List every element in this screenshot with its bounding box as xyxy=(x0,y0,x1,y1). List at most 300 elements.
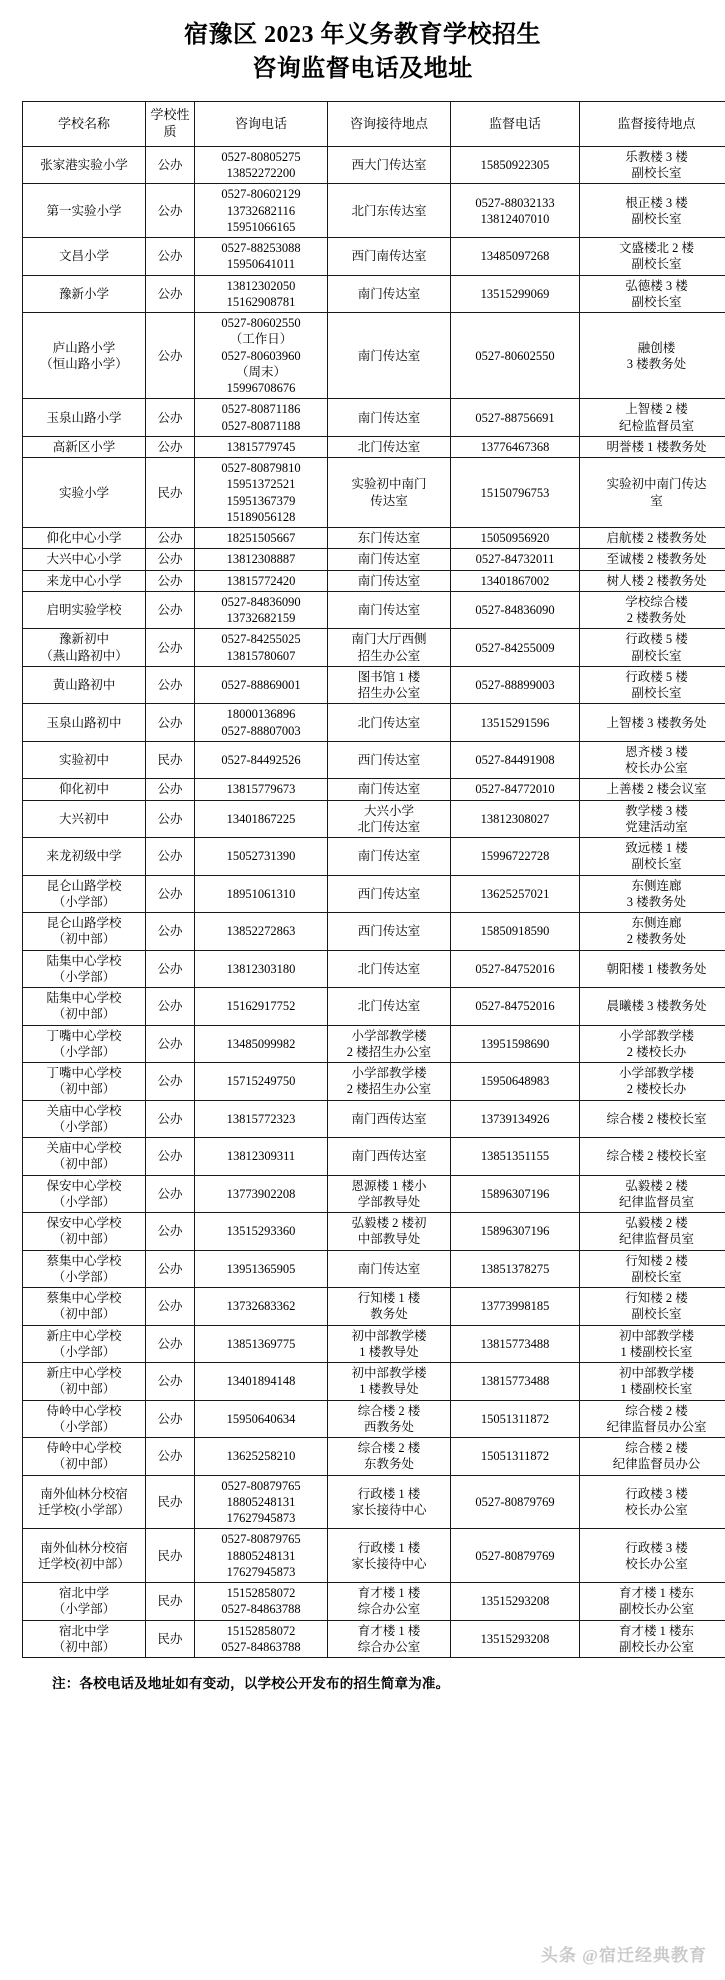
cell-consult-phone xyxy=(195,591,328,629)
cell-supervise-phone-line: 13401867002 xyxy=(480,573,550,588)
cell-supervise-address-line: 校长办公室 xyxy=(625,1556,688,1571)
cell-consult-address xyxy=(328,1288,451,1326)
cell-consult-phone xyxy=(195,629,328,667)
cell-consult-address xyxy=(328,988,451,1026)
cell-consult-address-line: 小学部教学楼 xyxy=(351,1028,427,1043)
cell-supervise-address-line: 党建活动室 xyxy=(625,819,688,834)
cell-consult-phone xyxy=(195,1620,328,1658)
cell-consult-address xyxy=(328,146,451,184)
cell-school-name xyxy=(23,436,146,457)
cell-consult-phone xyxy=(195,436,328,457)
cell-school-type xyxy=(146,988,195,1026)
cell-school-name xyxy=(23,458,146,528)
cell-supervise-address-line: 上善楼 2 楼会议室 xyxy=(606,782,707,797)
cell-supervise-address-line: 行政楼 3 楼 xyxy=(625,1486,688,1501)
cell-supervise-address-line: 东侧连廊 xyxy=(631,916,682,931)
cell-consult-phone xyxy=(195,913,328,951)
cell-supervise-address-line: 实验初中南门传达 xyxy=(606,477,707,492)
table-row xyxy=(23,838,725,876)
cell-consult-phone-line: 18000136896 xyxy=(226,707,296,722)
cell-consult-address xyxy=(328,549,451,570)
cell-supervise-address-line: 纪检监督员室 xyxy=(618,418,694,433)
cell-school-name xyxy=(23,629,146,667)
cell-supervise-phone-line: 13773998185 xyxy=(480,1299,550,1314)
cell-supervise-phone-line: 15150796753 xyxy=(480,485,550,500)
cell-consult-phone-line: 15996708676 xyxy=(226,381,296,396)
header-school-name: 学校名称 xyxy=(23,102,146,147)
cell-supervise-phone xyxy=(451,779,580,800)
cell-school-type-line: 公办 xyxy=(157,203,183,218)
cell-supervise-address-line: 1 楼副校长室 xyxy=(620,1344,693,1359)
table-row xyxy=(23,1475,725,1529)
cell-school-name xyxy=(23,591,146,629)
table-row xyxy=(23,313,725,399)
cell-consult-phone-line: 0527-80871186 xyxy=(221,402,301,417)
cell-school-type-line: 公办 xyxy=(157,1299,183,1314)
cell-supervise-address-line: 融创楼 xyxy=(637,340,676,355)
cell-school-type-line: 民办 xyxy=(157,1631,183,1646)
cell-school-name-line: 来龙初级中学 xyxy=(46,849,122,864)
cell-consult-phone xyxy=(195,275,328,313)
cell-school-name xyxy=(23,988,146,1026)
cell-school-type-line: 公办 xyxy=(157,531,183,546)
cell-consult-phone-line: 15162908781 xyxy=(226,294,296,309)
cell-supervise-address-line: 东侧连廊 xyxy=(631,878,682,893)
cell-supervise-phone xyxy=(451,528,580,549)
cell-consult-address xyxy=(328,666,451,704)
table-row xyxy=(23,1400,725,1438)
cell-supervise-address xyxy=(580,570,725,591)
cell-school-type xyxy=(146,1400,195,1438)
cell-school-name xyxy=(23,800,146,838)
cell-school-name-line: 迁学校(小学部） xyxy=(38,1503,130,1518)
cell-school-type-line: 公办 xyxy=(157,1149,183,1164)
cell-school-type-line: 公办 xyxy=(157,961,183,976)
cell-supervise-address xyxy=(580,1620,725,1658)
cell-supervise-phone-line: 0527-88032133 xyxy=(475,195,555,210)
cell-consult-phone-line: 0527-84863788 xyxy=(221,1602,301,1617)
cell-consult-phone-line: 13812303180 xyxy=(226,961,296,976)
cell-supervise-address xyxy=(580,549,725,570)
cell-school-name-line: 实验初中 xyxy=(58,753,109,768)
cell-school-type xyxy=(146,1288,195,1326)
cell-consult-phone-line: 0527-84255025 xyxy=(221,632,301,647)
cell-consult-address-line: 西教务处 xyxy=(363,1419,414,1434)
cell-school-type xyxy=(146,458,195,528)
cell-school-type xyxy=(146,666,195,704)
cell-supervise-address xyxy=(580,146,725,184)
cell-consult-address-line: 行知楼 1 楼 xyxy=(357,1291,421,1306)
table-row xyxy=(23,1138,725,1176)
cell-supervise-phone xyxy=(451,591,580,629)
cell-consult-phone-line: 0527-80879765 xyxy=(221,1532,301,1547)
cell-supervise-phone xyxy=(451,1138,580,1176)
cell-school-name-line: 新庄中心学校 xyxy=(46,1328,122,1343)
cell-consult-phone-line: 18805248131 xyxy=(226,1548,296,1563)
cell-supervise-address-line: 行政楼 5 楼 xyxy=(625,632,688,647)
cell-consult-phone-line: 15950640634 xyxy=(226,1411,296,1426)
cell-supervise-address xyxy=(580,1438,725,1476)
cell-school-type xyxy=(146,1475,195,1529)
cell-supervise-phone xyxy=(451,1325,580,1363)
cell-supervise-address-line: 育才楼 1 楼东 xyxy=(618,1623,694,1638)
cell-supervise-address-line: 行政楼 3 楼 xyxy=(625,1540,688,1555)
cell-school-name xyxy=(23,570,146,591)
cell-supervise-phone xyxy=(451,1475,580,1529)
cell-consult-address-line: 南门大厅西侧 xyxy=(351,632,427,647)
cell-supervise-phone xyxy=(451,1438,580,1476)
cell-consult-phone-line: 15152858072 xyxy=(226,1623,296,1638)
cell-consult-phone-line: 0527-84492526 xyxy=(221,753,301,768)
cell-supervise-address-line: 室 xyxy=(650,493,663,508)
cell-consult-phone xyxy=(195,875,328,913)
cell-supervise-address-line: 致远楼 1 楼 xyxy=(625,841,688,856)
cell-consult-address-line: 南门西传达室 xyxy=(351,1111,427,1126)
title-line-1: 宿豫区 2023 年义务教育学校招生 xyxy=(184,22,541,48)
cell-consult-phone xyxy=(195,1138,328,1176)
cell-school-name xyxy=(23,704,146,742)
cell-school-type xyxy=(146,800,195,838)
cell-consult-phone-line: 15951367379 xyxy=(226,493,296,508)
cell-supervise-address xyxy=(580,704,725,742)
cell-supervise-phone-line: 0527-88756691 xyxy=(475,410,555,425)
cell-school-name xyxy=(23,549,146,570)
cell-supervise-phone xyxy=(451,741,580,779)
cell-consult-address xyxy=(328,913,451,951)
cell-supervise-address-line: 弘毅楼 2 楼 xyxy=(625,1178,688,1193)
cell-school-name xyxy=(23,741,146,779)
cell-school-name-line: （小学部） xyxy=(52,1119,116,1134)
cell-consult-phone-line: 13815779745 xyxy=(226,439,296,454)
cell-school-type-line: 公办 xyxy=(157,158,183,173)
cell-supervise-address xyxy=(580,629,725,667)
table-row xyxy=(23,458,725,528)
cell-school-name xyxy=(23,1363,146,1401)
cell-school-name-line: （小学部） xyxy=(52,1044,116,1059)
cell-supervise-address xyxy=(580,875,725,913)
cell-school-type-line: 民办 xyxy=(157,753,183,768)
cell-school-type xyxy=(146,1363,195,1401)
cell-school-name xyxy=(23,1175,146,1213)
cell-supervise-address-line: 3 楼教务处 xyxy=(626,356,687,371)
cell-school-name xyxy=(23,1063,146,1101)
cell-consult-address xyxy=(328,436,451,457)
cell-consult-address xyxy=(328,591,451,629)
cell-consult-address-line: 南门传达室 xyxy=(357,552,421,567)
cell-supervise-address-line: 初中部教学楼 xyxy=(618,1328,694,1343)
cell-school-name-line: 豫新小学 xyxy=(58,286,109,301)
cell-school-name-line: （燕山路初中） xyxy=(40,648,128,663)
cell-supervise-phone-line: 15850922305 xyxy=(480,158,550,173)
cell-school-type xyxy=(146,1063,195,1101)
cell-school-name xyxy=(23,275,146,313)
cell-school-type-line: 公办 xyxy=(157,439,183,454)
cell-school-type xyxy=(146,1620,195,1658)
cell-consult-address xyxy=(328,238,451,276)
table-row xyxy=(23,1100,725,1138)
cell-school-name-line: 第一实验小学 xyxy=(46,203,122,218)
cell-school-name-line: 陆集中心学校 xyxy=(46,953,122,968)
cell-consult-phone-line: 15052731390 xyxy=(226,849,296,864)
cell-school-type-line: 公办 xyxy=(157,573,183,588)
cell-school-name-line: 丁嘴中心学校 xyxy=(46,1028,122,1043)
table-row xyxy=(23,1175,725,1213)
cell-supervise-address-line: 纪律监督员办公 xyxy=(612,1457,701,1472)
cell-supervise-address-line: 副校长办公室 xyxy=(618,1639,694,1654)
cell-consult-address-line: 中部教导处 xyxy=(357,1232,421,1247)
cell-school-type xyxy=(146,549,195,570)
cell-consult-address-line: 家长接待中心 xyxy=(351,1556,427,1571)
cell-consult-address xyxy=(328,458,451,528)
school-contact-table xyxy=(22,101,725,1658)
cell-school-name-line: 陆集中心学校 xyxy=(46,991,122,1006)
cell-consult-phone xyxy=(195,528,328,549)
cell-school-name xyxy=(23,1325,146,1363)
cell-supervise-phone-line: 0527-84255009 xyxy=(475,640,555,655)
cell-consult-phone xyxy=(195,458,328,528)
table-row xyxy=(23,591,725,629)
cell-consult-address-line: 育才楼 1 楼 xyxy=(357,1623,421,1638)
cell-supervise-address-line: 副校长室 xyxy=(631,294,682,309)
cell-consult-phone-line: 13812302050 xyxy=(226,278,296,293)
cell-consult-phone-line: 18805248131 xyxy=(226,1494,296,1509)
cell-consult-phone-line: 13951365905 xyxy=(226,1261,296,1276)
cell-supervise-phone-line: 15950648983 xyxy=(480,1074,550,1089)
cell-supervise-address-line: 1 楼副校长室 xyxy=(620,1382,693,1397)
cell-supervise-phone xyxy=(451,1288,580,1326)
cell-supervise-address-line: 学校综合楼 xyxy=(625,594,688,609)
header-consult-phone: 咨询电话 xyxy=(195,102,328,147)
cell-supervise-phone-line: 13951598690 xyxy=(480,1036,550,1051)
cell-supervise-phone-line: 0527-84732011 xyxy=(475,552,555,567)
table-row xyxy=(23,1213,725,1251)
cell-supervise-address-line: 上智楼 2 楼 xyxy=(625,402,688,417)
table-row xyxy=(23,570,725,591)
cell-consult-address-line: 弘毅楼 2 楼初 xyxy=(351,1216,427,1231)
header-supervise-address: 监督接待地点 xyxy=(580,102,725,147)
cell-supervise-address xyxy=(580,1250,725,1288)
cell-consult-address xyxy=(328,779,451,800)
cell-supervise-phone-line: 15051311872 xyxy=(480,1411,550,1426)
cell-supervise-address-line: 副校长室 xyxy=(631,211,682,226)
cell-consult-phone xyxy=(195,988,328,1026)
cell-consult-phone-line: 13732682116 xyxy=(226,203,296,218)
cell-school-type xyxy=(146,1175,195,1213)
cell-consult-phone-line: 13732682159 xyxy=(226,611,296,626)
cell-consult-address xyxy=(328,1363,451,1401)
cell-school-type xyxy=(146,1250,195,1288)
cell-consult-address-line: 1 楼教导处 xyxy=(359,1382,419,1397)
cell-school-type-line: 公办 xyxy=(157,1111,183,1126)
cell-consult-phone xyxy=(195,1063,328,1101)
cell-supervise-address-line: 朝阳楼 1 楼教务处 xyxy=(606,961,707,976)
cell-supervise-address-line: 初中部教学楼 xyxy=(618,1366,694,1381)
cell-consult-address xyxy=(328,1175,451,1213)
cell-supervise-phone-line: 15996722728 xyxy=(480,849,550,864)
table-row xyxy=(23,779,725,800)
cell-consult-phone-line: 0527-80879810 xyxy=(221,461,301,476)
cell-school-type-line: 公办 xyxy=(157,348,183,363)
cell-consult-address-line: 南门传达室 xyxy=(357,1261,421,1276)
cell-consult-phone xyxy=(195,950,328,988)
cell-school-name-line: 丁嘴中心学校 xyxy=(46,1066,122,1081)
cell-supervise-phone-line: 13812407010 xyxy=(480,211,550,226)
cell-consult-phone-line: （工作日） xyxy=(229,332,293,347)
cell-supervise-phone xyxy=(451,875,580,913)
cell-school-name-line: 高新区小学 xyxy=(52,439,116,454)
cell-supervise-address xyxy=(580,1063,725,1101)
cell-supervise-address xyxy=(580,1213,725,1251)
cell-consult-phone xyxy=(195,1583,328,1621)
cell-supervise-address-line: 2 楼教务处 xyxy=(626,932,687,947)
cell-supervise-phone xyxy=(451,1583,580,1621)
cell-supervise-phone-line: 13812308027 xyxy=(480,811,550,826)
title-line-2: 咨询监督电话及地址 xyxy=(252,56,473,83)
cell-consult-address-line: 东教务处 xyxy=(363,1457,414,1472)
cell-supervise-address-line: 2 楼校长办 xyxy=(626,1082,687,1097)
cell-school-type xyxy=(146,629,195,667)
cell-supervise-phone-line: 15850918590 xyxy=(480,924,550,939)
cell-supervise-phone xyxy=(451,1025,580,1063)
cell-school-name-line: （小学部） xyxy=(52,1419,116,1434)
cell-consult-address-line: 传达室 xyxy=(370,493,408,508)
cell-consult-address xyxy=(328,570,451,591)
cell-school-type xyxy=(146,1100,195,1138)
cell-consult-address xyxy=(328,1063,451,1101)
cell-supervise-phone xyxy=(451,570,580,591)
cell-supervise-address xyxy=(580,838,725,876)
cell-school-type-line: 公办 xyxy=(157,886,183,901)
cell-school-type xyxy=(146,1025,195,1063)
cell-supervise-phone-line: 0527-84491908 xyxy=(475,753,555,768)
cell-school-name-line: 黄山路初中 xyxy=(52,678,116,693)
table-row xyxy=(23,1583,725,1621)
cell-consult-phone xyxy=(195,1288,328,1326)
header-row xyxy=(23,102,725,147)
table-row xyxy=(23,875,725,913)
cell-consult-phone-line: 18251505667 xyxy=(226,531,296,546)
cell-school-name-line: （小学部） xyxy=(52,1344,116,1359)
cell-school-name xyxy=(23,146,146,184)
cell-consult-phone xyxy=(195,1400,328,1438)
cell-consult-phone-line: 0527-80602550 xyxy=(221,316,301,331)
cell-supervise-phone-line: 13515293208 xyxy=(480,1594,550,1609)
cell-supervise-address xyxy=(580,741,725,779)
cell-school-type-line: 公办 xyxy=(157,999,183,1014)
cell-supervise-phone xyxy=(451,666,580,704)
cell-consult-address-line: 初中部教学楼 xyxy=(351,1328,427,1343)
cell-supervise-address xyxy=(580,1325,725,1363)
table-row xyxy=(23,275,725,313)
cell-school-type xyxy=(146,1138,195,1176)
cell-consult-address-line: 实验初中南门 xyxy=(351,477,427,492)
cell-supervise-address-line: 综合楼 2 楼校长室 xyxy=(606,1149,707,1164)
cell-supervise-address xyxy=(580,275,725,313)
cell-supervise-address xyxy=(580,1529,725,1583)
cell-supervise-address-line: 根正楼 3 楼 xyxy=(625,195,688,210)
cell-consult-phone xyxy=(195,313,328,399)
cell-supervise-phone xyxy=(451,184,580,238)
cell-school-name xyxy=(23,1288,146,1326)
cell-consult-phone-line: 0527-80603960 xyxy=(221,348,301,363)
table-row xyxy=(23,629,725,667)
cell-supervise-address-line: 教学楼 3 楼 xyxy=(625,803,688,818)
cell-supervise-address-line: 启航楼 2 楼教务处 xyxy=(606,531,707,546)
cell-school-name-line: 庐山路小学 xyxy=(52,340,116,355)
cell-school-type xyxy=(146,875,195,913)
cell-consult-address-line: 西大门传达室 xyxy=(351,158,427,173)
cell-supervise-address-line: 纪律监督员室 xyxy=(618,1232,694,1247)
cell-supervise-address-line: 小学部教学楼 xyxy=(618,1028,694,1043)
cell-consult-address xyxy=(328,528,451,549)
cell-school-type-line: 公办 xyxy=(157,782,183,797)
cell-supervise-address xyxy=(580,313,725,399)
cell-school-type-line: 公办 xyxy=(157,552,183,567)
cell-school-name xyxy=(23,399,146,437)
cell-consult-phone-line: 0527-88807003 xyxy=(221,723,301,738)
cell-supervise-address-line: 综合楼 2 楼 xyxy=(625,1441,688,1456)
cell-supervise-address xyxy=(580,666,725,704)
cell-school-type-line: 公办 xyxy=(157,924,183,939)
cell-school-type xyxy=(146,591,195,629)
cell-consult-phone xyxy=(195,399,328,437)
cell-school-name xyxy=(23,779,146,800)
cell-school-type xyxy=(146,704,195,742)
cell-supervise-phone-line: 13815773488 xyxy=(480,1336,550,1351)
cell-school-type-line: 公办 xyxy=(157,249,183,264)
table-row xyxy=(23,1250,725,1288)
cell-consult-address-line: 2 楼招生办公室 xyxy=(346,1082,432,1097)
cell-consult-address xyxy=(328,1529,451,1583)
cell-consult-address-line: 西门传达室 xyxy=(357,753,421,768)
cell-supervise-address-line: 小学部教学楼 xyxy=(618,1066,694,1081)
cell-consult-address xyxy=(328,950,451,988)
cell-supervise-phone xyxy=(451,146,580,184)
cell-supervise-address xyxy=(580,1175,725,1213)
table-row xyxy=(23,399,725,437)
cell-supervise-address-line: 上智楼 3 楼教务处 xyxy=(606,715,707,730)
cell-supervise-phone-line: 13815773488 xyxy=(480,1374,550,1389)
table-row xyxy=(23,1438,725,1476)
cell-consult-address xyxy=(328,1250,451,1288)
cell-supervise-phone xyxy=(451,950,580,988)
cell-supervise-address xyxy=(580,988,725,1026)
cell-consult-address-line: 南门传达室 xyxy=(357,849,421,864)
cell-consult-phone xyxy=(195,1100,328,1138)
table-row xyxy=(23,988,725,1026)
cell-consult-address-line: 2 楼招生办公室 xyxy=(346,1044,432,1059)
cell-consult-phone-line: 13625258210 xyxy=(226,1449,296,1464)
cell-school-name xyxy=(23,666,146,704)
cell-supervise-address-line: 至诚楼 2 楼教务处 xyxy=(606,552,707,567)
cell-supervise-phone xyxy=(451,1363,580,1401)
cell-supervise-phone xyxy=(451,549,580,570)
cell-consult-phone-line: 15715249750 xyxy=(226,1074,296,1089)
cell-consult-address-line: 综合楼 2 楼 xyxy=(357,1441,421,1456)
cell-consult-address-line: 南门传达室 xyxy=(357,573,421,588)
cell-supervise-phone-line: 0527-84836090 xyxy=(475,603,555,618)
cell-school-type-line: 公办 xyxy=(157,640,183,655)
table-row xyxy=(23,950,725,988)
cell-supervise-address-line: 3 楼教务处 xyxy=(626,894,687,909)
cell-school-type-line: 公办 xyxy=(157,1036,183,1051)
cell-consult-phone-line: 15951372521 xyxy=(226,477,296,492)
cell-supervise-address xyxy=(580,1100,725,1138)
cell-consult-address xyxy=(328,1620,451,1658)
cell-supervise-address-line: 2 楼校长办 xyxy=(626,1044,687,1059)
cell-supervise-phone-line: 0527-80602550 xyxy=(475,348,555,363)
cell-supervise-address-line: 行知楼 2 楼 xyxy=(625,1253,688,1268)
